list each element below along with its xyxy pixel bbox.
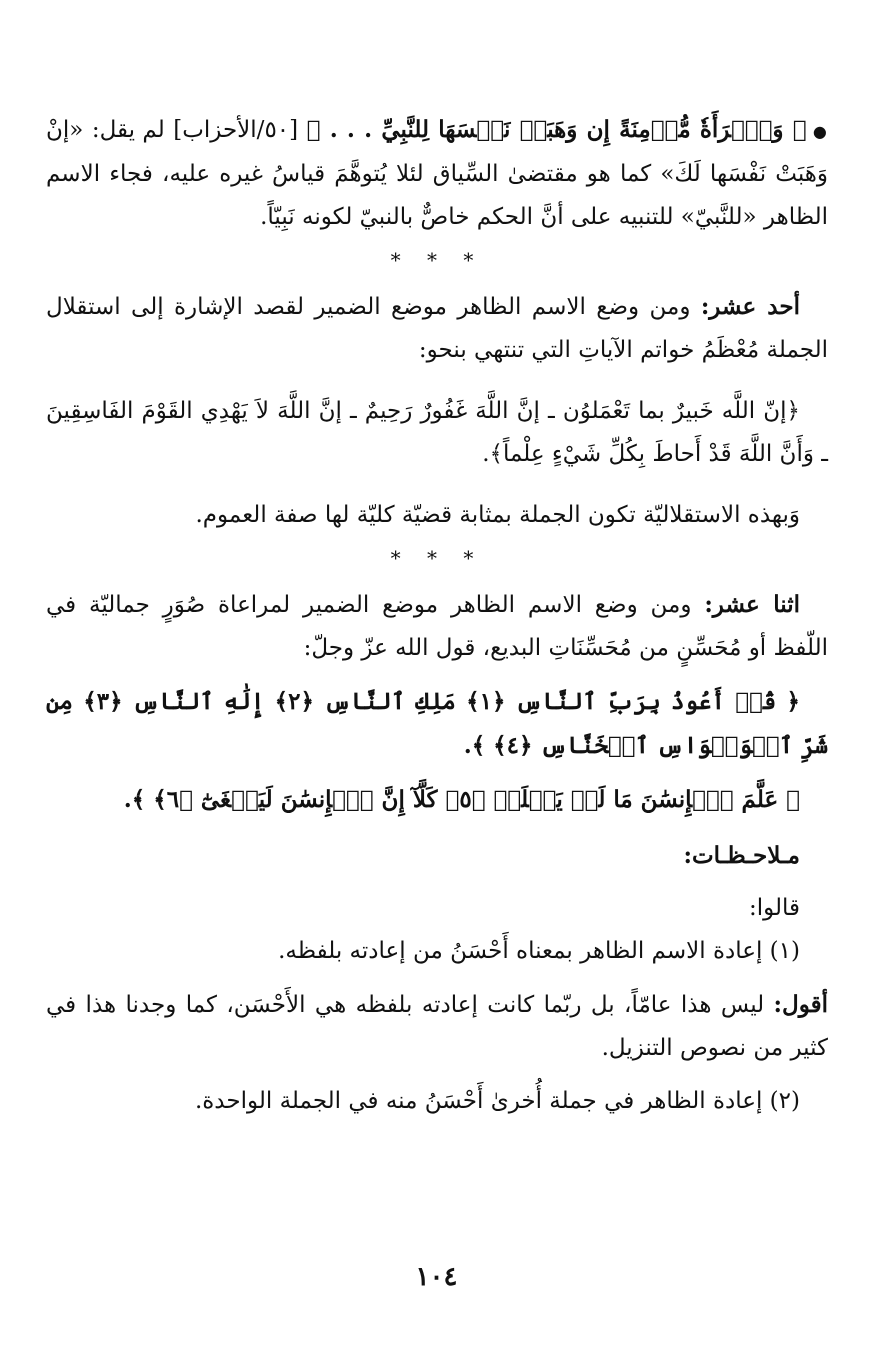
paragraph-generality xyxy=(46,494,828,537)
page-body xyxy=(46,108,828,1123)
section-label: أحد عشر: xyxy=(700,293,800,320)
section-label: اثنا عشر: xyxy=(704,591,801,618)
verse-reference: [٥٠/الأحزاب] xyxy=(173,117,299,143)
notes-heading: مـلاحـظـات: xyxy=(683,842,800,869)
paragraph-quran-endings xyxy=(46,390,828,476)
note-two: (٢) إعادة الظاهر في جملة أُخرىٰ أَحْسَنُ منه في الجملة الواحدة. xyxy=(194,1088,800,1114)
paragraph-eleven xyxy=(46,285,828,372)
paragraph-twelve xyxy=(46,583,828,670)
section-label: أقول: xyxy=(773,991,829,1018)
paragraph-text: ومن وضع الاسم الظاهر موضع الضمير لقصد الإشارة إلى استقلال الجملة مُعْظَمُ خواتم الآياتِ التي تنتهي بنحو: xyxy=(46,294,828,363)
quran-quote: ﴿ قُلۡ أَعُوذُ بِرَبِّ ٱلنَّاسِ ﴿١﴾ مَلِكِ ٱلنَّاسِ ﴿٢﴾ إِلَٰهِ ٱلنَّاسِ ﴿٣﴾ مِن شَرِّ ٱلۡوَسۡوَاسِ ٱلۡخَنَّاسِ ﴿٤﴾ ﴾. xyxy=(46,688,828,759)
they-said-label: قالوا: xyxy=(748,895,800,921)
paragraph-text: ومن وضع الاسم الظاهر موضع الضمير لمراعاة صُوَرٍ جماليّة في اللّفظ أو مُحَسِّنٍ من مُحَسِّنَاتِ البديع، قول الله عزّ وجلّ: xyxy=(46,592,828,661)
quran-quote: ﴿إنّ اللَّه خَبيرٌ بما تَعْمَلوُن ـ إنَّ اللَّهَ غَفُورٌ رَحِيمٌ ـ إنَّ اللَّهَ لاَ يَهْدِي القَوْمَ الفَاسِقِينَ ـ وَأَنَّ اللَّهَ قَدْ أَحاطَ بِكُلِّ شَيْءٍ عِلْماً﴾. xyxy=(46,398,828,467)
paragraph-surah-alaq xyxy=(46,778,828,822)
note-one: (١) إعادة الاسم الظاهر بمعناه أَحْسَنُ من إعادته بلفظه. xyxy=(278,938,800,964)
quran-quote: ﴿ عَلَّمَ ٱلۡإِنسَٰنَ مَا لَمۡ يَعۡلَمۡ ﴿٥﴾ كَلَّآ إِنَّ ٱلۡإِنسَٰنَ لَيَطۡغَىٰٓ ﴿٦﴾ ﴾. xyxy=(123,786,800,813)
page-number: ١٠٤ xyxy=(415,1262,458,1292)
paragraph-surah-nas xyxy=(46,680,828,768)
paragraph-i-say xyxy=(46,983,828,1070)
paragraph-text: لم يقل: «إنْ وَهَبَتْ نَفْسَها لَكَ» كما هو مقتضىٰ السِّياق لئلا يُتوهَّمَ قياسُ غيره عليه، فجاء الاسم الظاهر «للنَّبيّ» للتنبيه على أنَّ الحكم خاصٌّ بالنبيّ لكونه نَبِيّاً. xyxy=(46,117,828,230)
paragraph-text: ليس هذا عامّاً، بل ربّما كانت إعادته بلفظه هي الأَحْسَن، كما وجدنا هذا في كثير من نصوص التنزيل. xyxy=(46,992,828,1061)
quran-quote-ahzab: ﴿ وَٱمۡرَأَةٗ مُّؤۡمِنَةً إِن وَهَبَتۡ نَفۡسَهَا لِلنَّبِيِّ . . . ﴾ xyxy=(306,116,807,143)
section-separator: * * * xyxy=(390,248,484,272)
section-separator: * * * xyxy=(390,546,484,570)
paragraph-ahzab xyxy=(46,108,828,239)
paragraph-text: وَبهذه الاستقلاليّة تكون الجملة بمثابة قضيّة كليّة لها صفة العموم. xyxy=(195,502,800,528)
